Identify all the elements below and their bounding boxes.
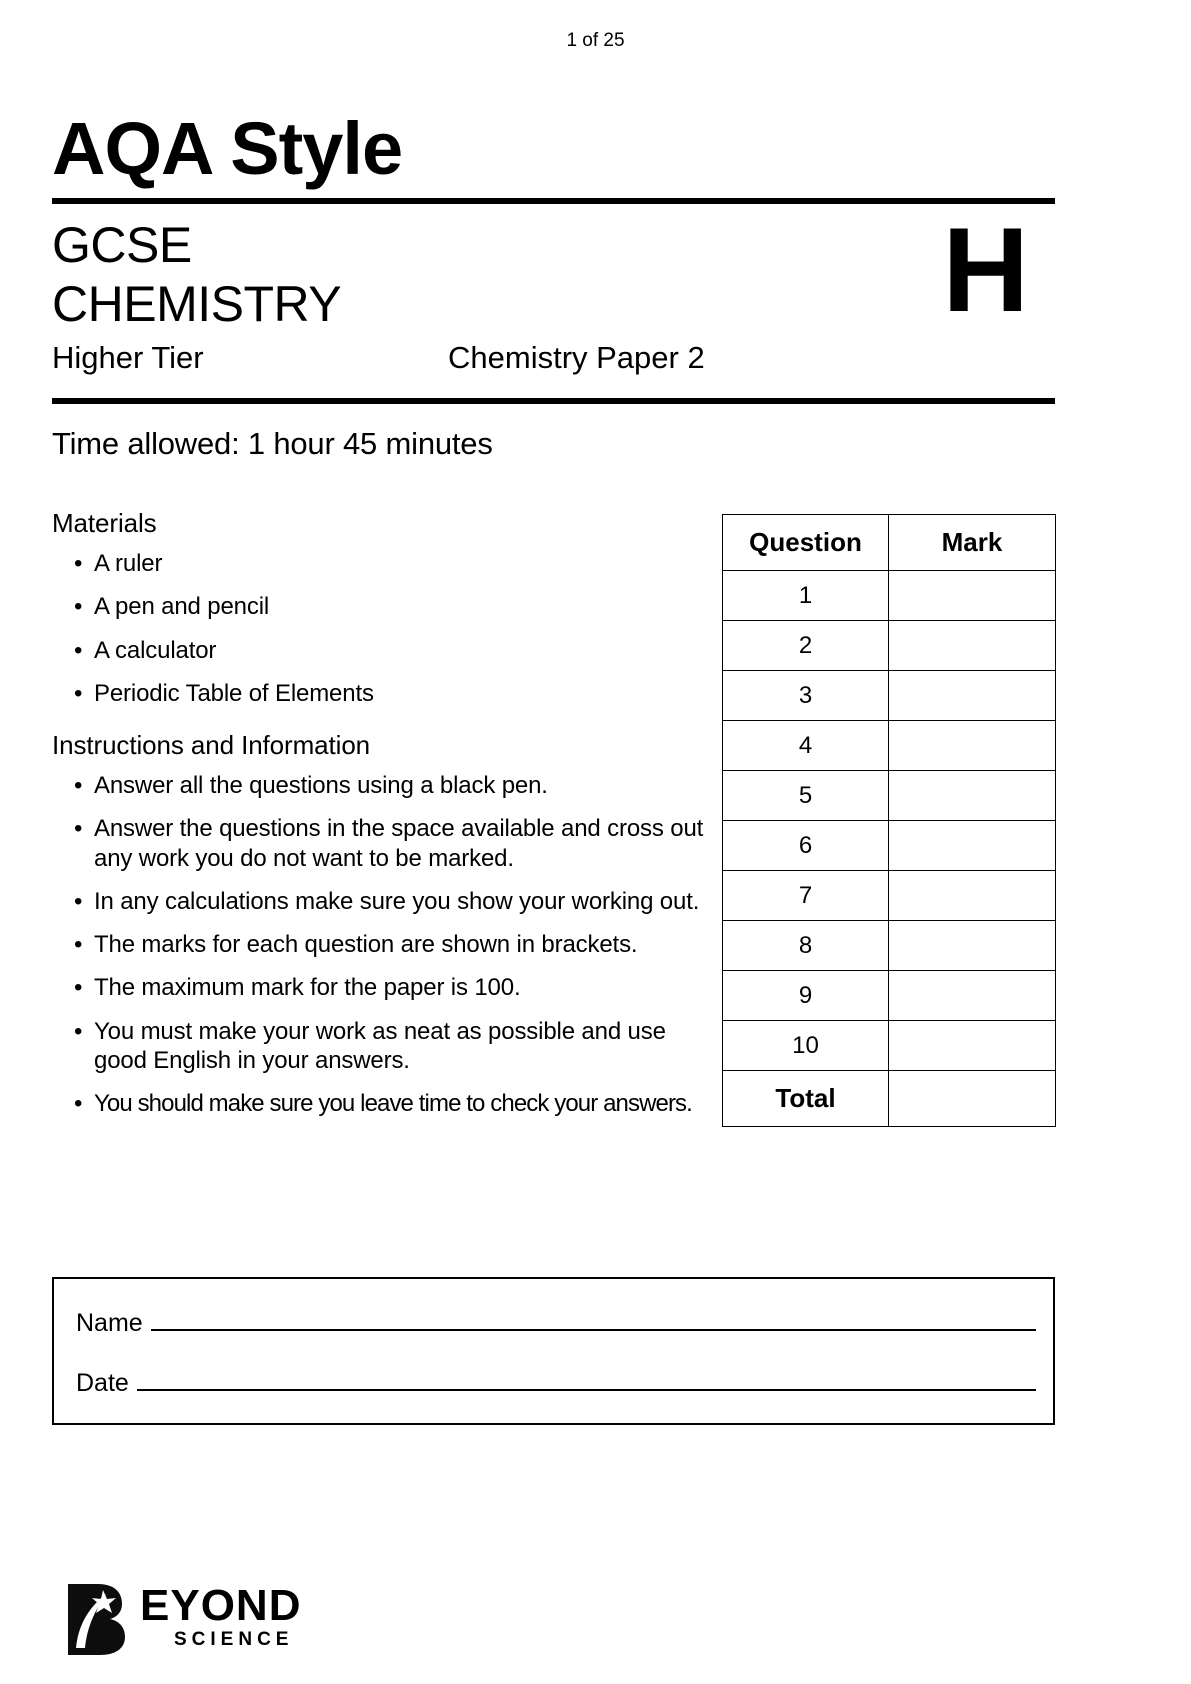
mark-cell[interactable] — [889, 1021, 1056, 1071]
table-row — [723, 871, 1056, 921]
list-item-label: The maximum mark for the paper is 100. — [94, 974, 521, 1002]
bullet-icon: • — [74, 974, 83, 1002]
question-number: 5 — [723, 771, 889, 821]
cover-content — [52, 107, 1055, 1118]
date-label: Date — [76, 1369, 129, 1397]
mark-cell[interactable] — [889, 871, 1056, 921]
table-row — [723, 621, 1056, 671]
list-item-label: Answer all the questions using a black pen. — [94, 772, 548, 800]
name-input[interactable] — [151, 1307, 1036, 1331]
bullet-icon: • — [74, 679, 83, 707]
mark-cell[interactable] — [889, 821, 1056, 871]
table-row — [723, 671, 1056, 721]
materials-list — [52, 549, 720, 708]
section-spacer — [52, 708, 720, 730]
bullet-icon: • — [74, 593, 83, 621]
total-mark-cell[interactable] — [889, 1071, 1056, 1127]
mark-cell[interactable] — [889, 971, 1056, 1021]
table-row — [723, 571, 1056, 621]
bullet-icon: • — [74, 887, 83, 915]
table-row — [723, 721, 1056, 771]
list-item-label: You should make sure you leave time to check your answers. — [94, 1090, 692, 1118]
list-item — [52, 814, 720, 873]
list-item — [52, 973, 720, 1002]
list-item — [52, 679, 720, 708]
tier-badge: H — [942, 203, 1027, 337]
list-item-label: You must make your work as neat as possible and use good English in your answers. — [94, 1017, 666, 1074]
bullet-icon: • — [74, 1017, 83, 1045]
table-row — [723, 821, 1056, 871]
question-number: 8 — [723, 921, 889, 971]
list-item — [52, 930, 720, 959]
question-number: 10 — [723, 1021, 889, 1071]
table-row-total — [723, 1071, 1056, 1127]
list-item — [52, 1017, 720, 1076]
paper-label: Chemistry Paper 2 — [448, 340, 705, 375]
question-number: 7 — [723, 871, 889, 921]
bullet-icon: • — [74, 772, 83, 800]
name-field-row — [76, 1307, 1036, 1338]
table-row — [723, 921, 1056, 971]
logo-sub-text: SCIENCE — [174, 1629, 294, 1650]
name-label: Name — [76, 1309, 143, 1337]
bullet-icon: • — [74, 550, 83, 577]
date-field-row — [76, 1367, 1036, 1398]
materials-heading: Materials — [52, 508, 157, 538]
time-allowed: Time allowed: 1 hour 45 minutes — [52, 426, 493, 461]
list-item-label: Answer the questions in the space available and cross out any work you do not want to be marked. — [94, 815, 704, 872]
subject-label: CHEMISTRY — [52, 276, 342, 332]
subject-block — [52, 204, 1055, 384]
list-item-label: The marks for each question are shown in brackets. — [94, 931, 638, 959]
bullet-icon: • — [74, 815, 83, 843]
bullet-icon: • — [74, 931, 83, 959]
column-header-mark: Mark — [889, 515, 1056, 571]
mark-cell[interactable] — [889, 771, 1056, 821]
list-item — [52, 592, 720, 621]
instructions-list — [52, 771, 720, 1118]
header-rule — [52, 398, 1055, 404]
logo-brand-text: EYOND — [140, 1581, 302, 1630]
column-header-question: Question — [723, 515, 889, 571]
list-item — [52, 1089, 720, 1118]
mark-cell[interactable] — [889, 921, 1056, 971]
question-number: 6 — [723, 821, 889, 871]
mark-cell[interactable] — [889, 621, 1056, 671]
candidate-details-box — [52, 1277, 1055, 1425]
list-item-label: A pen and pencil — [94, 593, 270, 621]
question-number: 3 — [723, 671, 889, 721]
table-row — [723, 771, 1056, 821]
question-number: 4 — [723, 721, 889, 771]
page-title: AQA Style — [52, 107, 403, 190]
tier-label: Higher Tier — [52, 340, 204, 375]
table-header-row — [723, 515, 1056, 571]
table-row — [723, 971, 1056, 1021]
date-input[interactable] — [137, 1367, 1036, 1391]
beyond-b-icon — [54, 1578, 140, 1656]
total-label: Total — [723, 1071, 889, 1127]
list-item-label: A ruler — [94, 550, 163, 577]
mark-cell[interactable] — [889, 671, 1056, 721]
list-item — [52, 887, 720, 916]
mark-cell[interactable] — [889, 571, 1056, 621]
list-item-label: A calculator — [94, 636, 217, 664]
instructions-heading: Instructions and Information — [52, 730, 371, 761]
list-item — [52, 549, 720, 578]
requirements-column — [52, 508, 720, 1118]
list-item-label: Periodic Table of Elements — [94, 679, 374, 707]
list-item-label: In any calculations make sure you show your working out. — [94, 887, 700, 915]
body-area — [52, 508, 1055, 1118]
bullet-icon: • — [74, 1090, 82, 1118]
page-indicator: 1 of 25 — [566, 30, 625, 51]
question-number: 1 — [723, 571, 889, 621]
question-number: 2 — [723, 621, 889, 671]
tier-row — [52, 340, 1055, 384]
question-number: 9 — [723, 971, 889, 1021]
beyond-science-logo — [54, 1578, 354, 1658]
table-row — [723, 1021, 1056, 1071]
list-item — [52, 771, 720, 800]
mark-cell[interactable] — [889, 721, 1056, 771]
marks-table — [722, 514, 1056, 1127]
bullet-icon: • — [74, 636, 83, 664]
list-item — [52, 636, 720, 665]
qualification-label: GCSE — [52, 217, 192, 273]
